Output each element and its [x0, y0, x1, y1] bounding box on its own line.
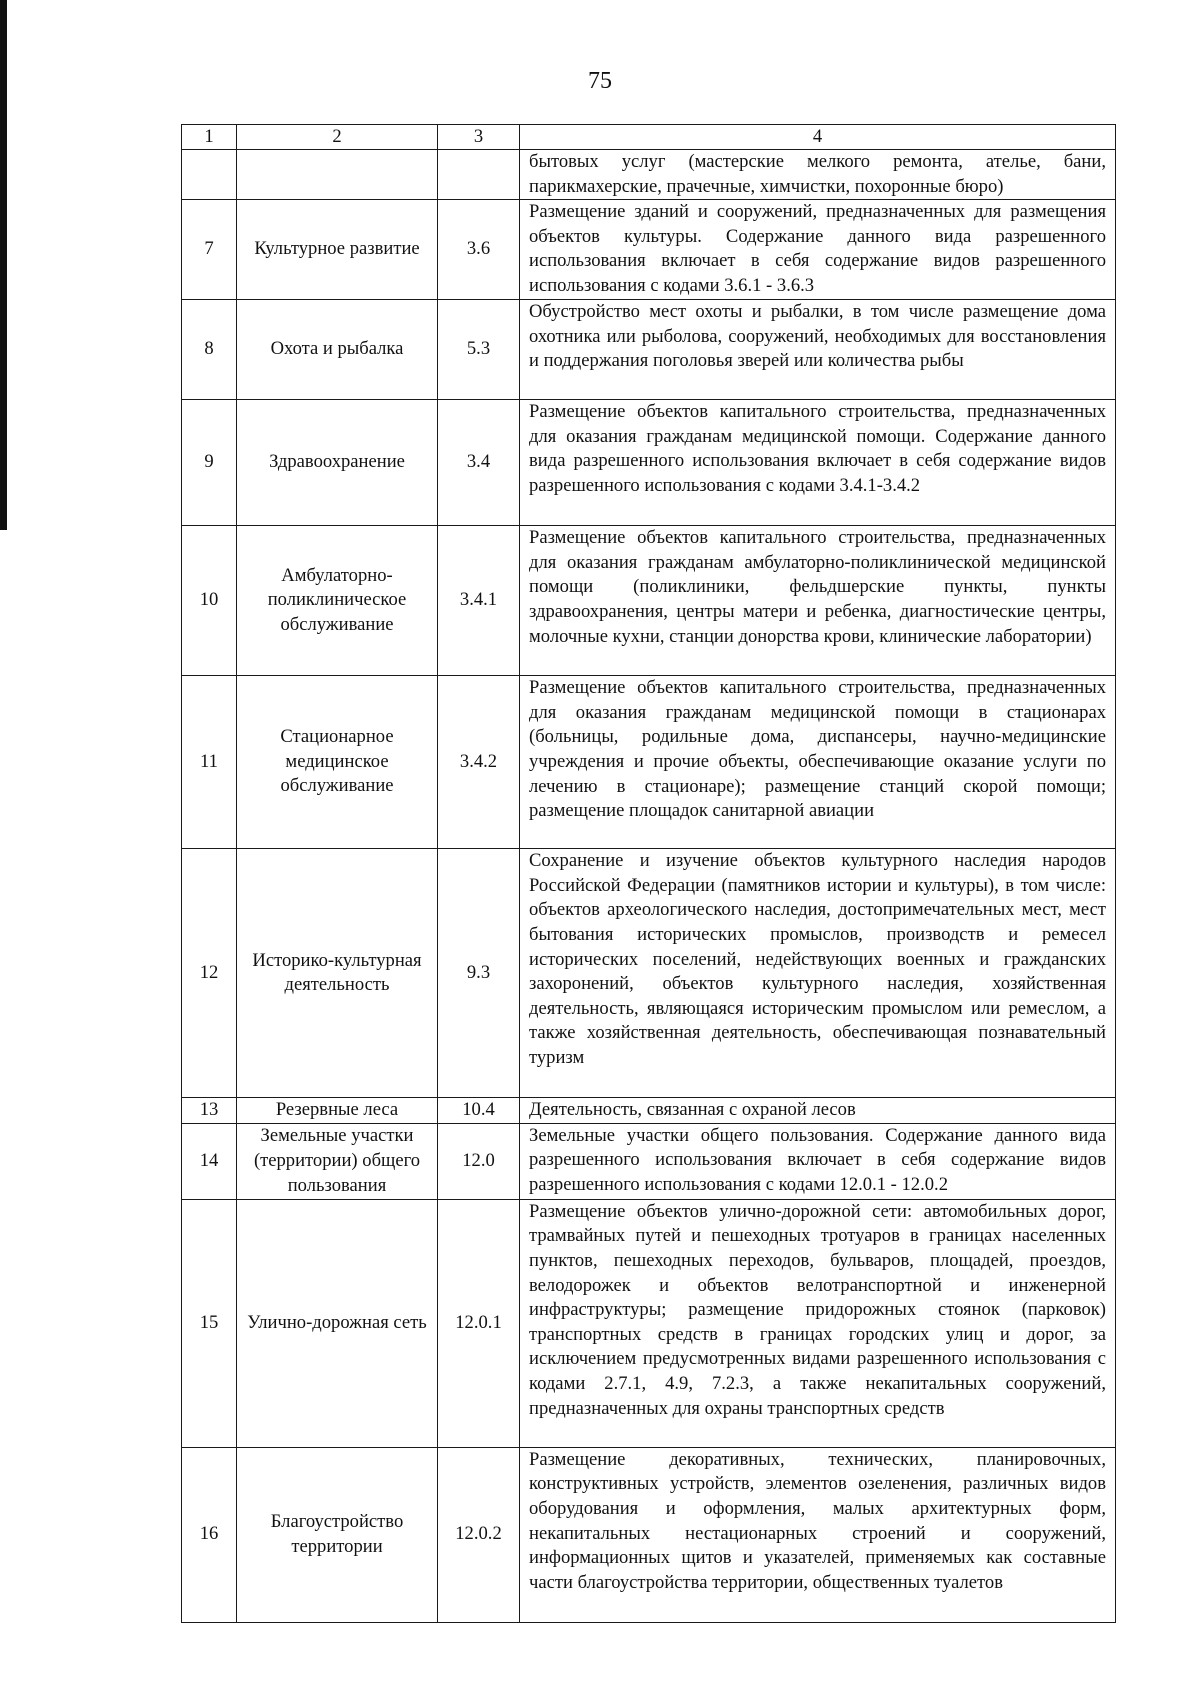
land-use-table — [181, 124, 1116, 1623]
table-row — [182, 1199, 1116, 1447]
land-use-description: Обустройство мест охоты и рыбалки, в том числе размещение дома охотника или рыболова, сооружений, необходимых для восстановления и поддержания поголовья зверей или количества рыбы — [520, 300, 1116, 400]
land-use-description: Размещение объектов улично-дорожной сети: автомобильных дорог, трамвайных путей и пешеходных тротуаров в границах населенных пунктов, пешеходных переходов, бульваров, площадей, проездов, велодорожек и объектов велотранспортной и инженерной инфраструктуры; размещение придорожных стоянок (парковок) транспортных средств в границах городских улиц и дорог, за исключением предусмотренных видами разрешенного использования с кодами 2.7.1, 4.9, 7.2.3, а также некапитальных сооружений, предназначенных для охраны транспортных средств — [520, 1199, 1116, 1447]
table-row — [182, 400, 1116, 526]
land-use-description: Размещение объектов капитального строительства, предназначенных для оказания гражданам амбулаторно-поликлинической медицинской помощи (поликлиники, фельдшерские пункты, пункты здравоохранения, центры матери и ребенка, диагностические центры, молочные кухни, станции донорства крови, клинические лаборатории) — [520, 526, 1116, 676]
land-use-description: бытовых услуг (мастерские мелкого ремонта, ателье, бани, парикмахерские, прачечные, химчистки, похоронные бюро) — [520, 150, 1116, 200]
row-number: 16 — [182, 1447, 237, 1622]
land-use-name: Историко-культурная деятельность — [237, 849, 438, 1098]
table-row — [182, 1098, 1116, 1124]
land-use-name: Амбулаторно-поликлиническое обслуживание — [237, 526, 438, 676]
land-use-code: 12.0 — [438, 1123, 520, 1199]
row-number: 7 — [182, 200, 237, 300]
land-use-description: Размещение объектов капитального строительства, предназначенных для оказания гражданам медицинской помощи. Содержание данного вида разрешенного использования включает в себя содержание видов разрешенного использования с кодами 3.4.1-3.4.2 — [520, 400, 1116, 526]
land-use-code: 12.0.2 — [438, 1447, 520, 1622]
land-use-description: Размещение объектов капитального строительства, предназначенных для оказания гражданам медицинской помощи в стационарах (больницы, родильные дома, диспансеры, научно-медицинские учреждения и прочие объекты, обеспечивающие оказание услуги по лечению в стационаре); размещение станций скорой помощи; размещение площадок санитарной авиации — [520, 676, 1116, 849]
row-number: 9 — [182, 400, 237, 526]
row-number — [182, 150, 237, 200]
row-number: 13 — [182, 1098, 237, 1124]
land-use-code: 9.3 — [438, 849, 520, 1098]
header-cell-2: 2 — [237, 125, 438, 150]
land-use-name: Здравоохранение — [237, 400, 438, 526]
table-row — [182, 300, 1116, 400]
land-use-name: Охота и рыбалка — [237, 300, 438, 400]
table-row — [182, 676, 1116, 849]
land-use-name: Улично-дорожная сеть — [237, 1199, 438, 1447]
row-number: 15 — [182, 1199, 237, 1447]
table-row — [182, 200, 1116, 300]
table-header-row — [182, 125, 1116, 150]
land-use-code: 3.4.2 — [438, 676, 520, 849]
land-use-code: 3.6 — [438, 200, 520, 300]
land-use-code: 10.4 — [438, 1098, 520, 1124]
land-use-name: Земельные участки (территории) общего пользования — [237, 1123, 438, 1199]
header-cell-3: 3 — [438, 125, 520, 150]
land-use-code: 3.4 — [438, 400, 520, 526]
land-use-name: Стационарное медицинское обслуживание — [237, 676, 438, 849]
land-use-name: Резервные леса — [237, 1098, 438, 1124]
land-use-name: Культурное развитие — [237, 200, 438, 300]
table-row — [182, 849, 1116, 1098]
land-use-description: Деятельность, связанная с охраной лесов — [520, 1098, 1116, 1124]
table-row — [182, 1123, 1116, 1199]
header-cell-1: 1 — [182, 125, 237, 150]
land-use-description: Сохранение и изучение объектов культурного наследия народов Российской Федерации (памятников истории и культуры), в том числе: объектов археологического наследия, достопримечательных мест, мест бытования исторических промыслов, производств и ремесел исторических поселений, недействующих военных и гражданских захоронений, объектов культурного наследия, хозяйственная деятельность, являющаяся историческим промыслом или ремеслом, а также хозяйственная деятельность, обеспечивающая познавательный туризм — [520, 849, 1116, 1098]
row-number: 11 — [182, 676, 237, 849]
row-number: 14 — [182, 1123, 237, 1199]
row-number: 10 — [182, 526, 237, 676]
table-row — [182, 1447, 1116, 1622]
header-cell-4: 4 — [520, 125, 1116, 150]
land-use-code: 5.3 — [438, 300, 520, 400]
table-row — [182, 150, 1116, 200]
page-number: 75 — [588, 68, 612, 94]
land-use-name: Благоустройство территории — [237, 1447, 438, 1622]
land-use-description: Размещение зданий и сооружений, предназначенных для размещения объектов культуры. Содержание данного вида разрешенного использования включает в себя содержание видов разрешенного использования с кодами 3.6.1 - 3.6.3 — [520, 200, 1116, 300]
table-row — [182, 526, 1116, 676]
land-use-code: 3.4.1 — [438, 526, 520, 676]
land-use-code — [438, 150, 520, 200]
land-use-code: 12.0.1 — [438, 1199, 520, 1447]
row-number: 12 — [182, 849, 237, 1098]
land-use-description: Земельные участки общего пользования. Содержание данного вида разрешенного использования включает в себя содержание видов разрешенного использования с кодами 12.0.1 - 12.0.2 — [520, 1123, 1116, 1199]
row-number: 8 — [182, 300, 237, 400]
land-use-name — [237, 150, 438, 200]
land-use-description: Размещение декоративных, технических, планировочных, конструктивных устройств, элементов озеленения, различных видов оборудования и оформления, малых архитектурных форм, некапитальных нестационарных строений и сооружений, информационных щитов и указателей, применяемых как составные части благоустройства территории, общественных туалетов — [520, 1447, 1116, 1622]
